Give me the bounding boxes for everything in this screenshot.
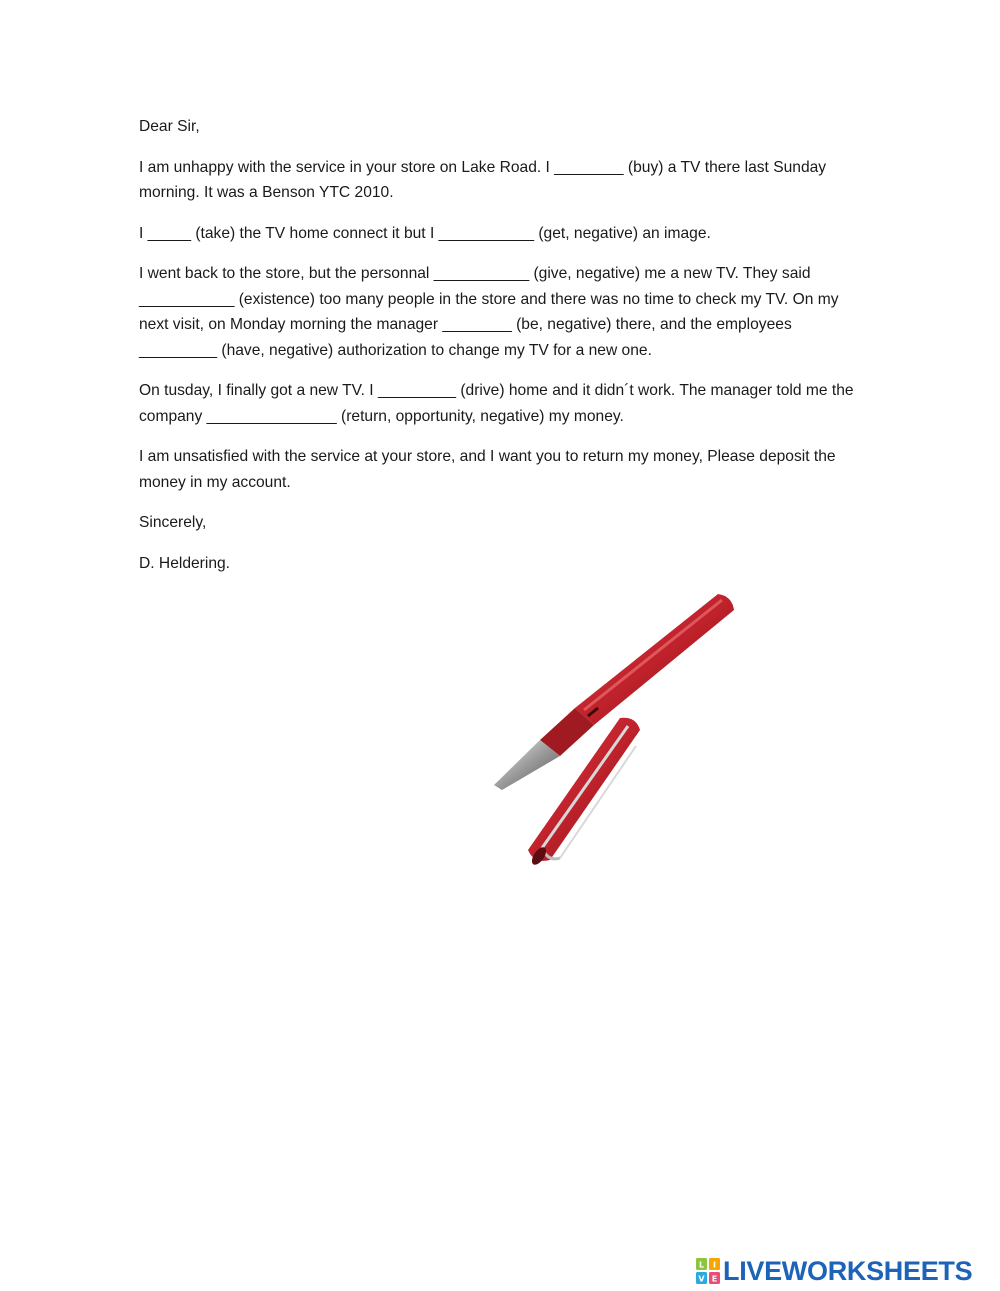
letter-body	[139, 114, 869, 591]
pen-barrel	[575, 594, 734, 725]
letter-salutation: Dear Sir,	[139, 118, 200, 135]
red-fountain-pen-icon	[480, 580, 760, 880]
svg-text:I: I	[713, 1260, 716, 1270]
letter-signature: D. Heldering.	[139, 554, 231, 572]
liveworksheets-wordmark: LIVEWORKSHEETS	[723, 1256, 973, 1286]
liveworksheets-brand	[696, 1256, 972, 1286]
letter-paragraph-2: I _____ (take) the TV home connect it but I ___________ (get, negative) an image.	[139, 224, 711, 242]
svg-text:V: V	[698, 1274, 705, 1284]
letter-paragraph-3: I went back to the store, but the personnal ___________ (give, negative) me a new TV. They said ___________ (existence) too many people in the store and there was no time to check my TV. On my next visit, on Monday morning the manager ________ (be, negative) there, and the employees _________ (have, negative) authorization to change my TV for a new one.	[139, 265, 839, 359]
letter-paragraph-5: I am unsatisfied with the service at your store, and I want you to return my money, Please deposit the money in my account.	[139, 448, 836, 491]
letter-paragraph-1: I am unhappy with the service in your store on Lake Road. I ________ (buy) a TV there last Sunday morning. It was a Benson YTC 2010.	[139, 158, 827, 201]
svg-text:L: L	[698, 1260, 705, 1270]
letter-closing: Sincerely,	[139, 514, 207, 531]
letter-paragraph-4: On tusday, I finally got a new TV. I _________ (drive) home and it didn´t work. The manager told me the company _______________ (return, opportunity, negative) my money.	[139, 382, 854, 425]
liveworksheets-logo-icon	[696, 1258, 720, 1284]
svg-text:E: E	[711, 1274, 718, 1284]
